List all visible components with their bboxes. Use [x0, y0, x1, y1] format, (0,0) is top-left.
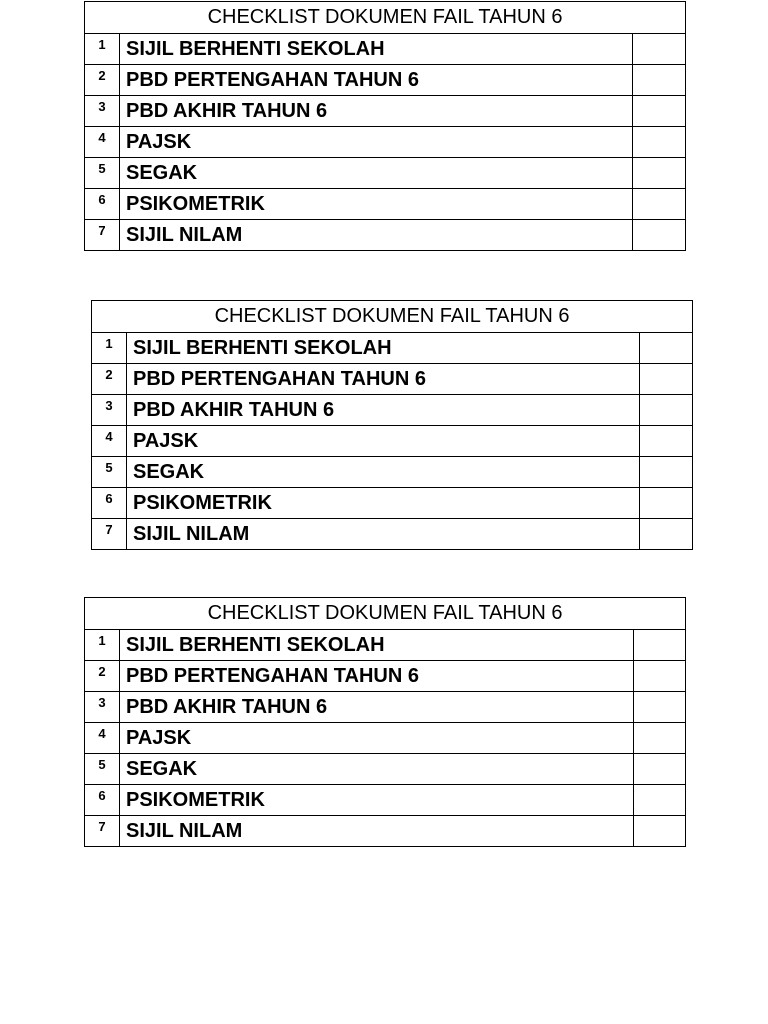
- document-item: PBD AKHIR TAHUN 6: [120, 692, 634, 723]
- check-box-cell[interactable]: [640, 426, 693, 457]
- row-number: 1: [85, 34, 120, 65]
- check-box-cell[interactable]: [634, 754, 686, 785]
- check-box-cell[interactable]: [640, 395, 693, 426]
- table-row: [85, 785, 686, 816]
- check-box-cell[interactable]: [633, 158, 686, 189]
- check-box-cell[interactable]: [633, 34, 686, 65]
- check-box-cell[interactable]: [634, 816, 686, 847]
- row-number: 7: [85, 220, 120, 251]
- check-box-cell[interactable]: [634, 661, 686, 692]
- checklist-table-3: [84, 597, 686, 847]
- table-row: [92, 395, 693, 426]
- document-item: PBD AKHIR TAHUN 6: [127, 395, 640, 426]
- document-item: PSIKOMETRIK: [120, 785, 634, 816]
- table-row: [85, 189, 686, 220]
- row-number: 2: [92, 364, 127, 395]
- document-item: PAJSK: [120, 127, 633, 158]
- table-row: [85, 692, 686, 723]
- table-row: [85, 754, 686, 785]
- check-box-cell[interactable]: [633, 220, 686, 251]
- document-item: PSIKOMETRIK: [120, 189, 633, 220]
- check-box-cell[interactable]: [640, 519, 693, 550]
- check-box-cell[interactable]: [640, 457, 693, 488]
- table-row: [85, 158, 686, 189]
- document-item: SIJIL NILAM: [120, 816, 634, 847]
- document-item: PSIKOMETRIK: [127, 488, 640, 519]
- table-row: [85, 661, 686, 692]
- check-box-cell[interactable]: [633, 189, 686, 220]
- document-item: PBD PERTENGAHAN TAHUN 6: [127, 364, 640, 395]
- document-item: PAJSK: [127, 426, 640, 457]
- row-number: 3: [85, 96, 120, 127]
- checklist-title: CHECKLIST DOKUMEN FAIL TAHUN 6: [85, 2, 686, 34]
- row-number: 5: [85, 754, 120, 785]
- table-row: [92, 457, 693, 488]
- document-item: SIJIL BERHENTI SEKOLAH: [127, 333, 640, 364]
- row-number: 6: [92, 488, 127, 519]
- row-number: 4: [85, 723, 120, 754]
- check-box-cell[interactable]: [640, 364, 693, 395]
- check-box-cell[interactable]: [634, 723, 686, 754]
- document-item: SIJIL NILAM: [120, 220, 633, 251]
- row-number: 2: [85, 661, 120, 692]
- row-number: 6: [85, 189, 120, 220]
- document-item: PAJSK: [120, 723, 634, 754]
- table-row: [92, 488, 693, 519]
- document-item: PBD AKHIR TAHUN 6: [120, 96, 633, 127]
- table-row: [85, 65, 686, 96]
- table-row: [92, 519, 693, 550]
- checklist-header-row: [85, 2, 686, 34]
- table-row: [92, 333, 693, 364]
- row-number: 4: [92, 426, 127, 457]
- row-number: 3: [85, 692, 120, 723]
- table-row: [85, 34, 686, 65]
- document-item: SIJIL BERHENTI SEKOLAH: [120, 630, 634, 661]
- row-number: 2: [85, 65, 120, 96]
- checklist-header-row: [85, 598, 686, 630]
- check-box-cell[interactable]: [633, 96, 686, 127]
- check-box-cell[interactable]: [634, 630, 686, 661]
- table-row: [85, 630, 686, 661]
- row-number: 7: [85, 816, 120, 847]
- check-box-cell[interactable]: [640, 333, 693, 364]
- table-row: [85, 127, 686, 158]
- row-number: 7: [92, 519, 127, 550]
- table-row: [92, 426, 693, 457]
- row-number: 5: [85, 158, 120, 189]
- table-row: [92, 364, 693, 395]
- checklist-table-2: [91, 300, 693, 550]
- row-number: 6: [85, 785, 120, 816]
- table-row: [85, 816, 686, 847]
- document-item: SIJIL BERHENTI SEKOLAH: [120, 34, 633, 65]
- document-item: PBD PERTENGAHAN TAHUN 6: [120, 65, 633, 96]
- document-item: SEGAK: [120, 754, 634, 785]
- document-item: PBD PERTENGAHAN TAHUN 6: [120, 661, 634, 692]
- document-item: SEGAK: [120, 158, 633, 189]
- checklist-title: CHECKLIST DOKUMEN FAIL TAHUN 6: [92, 301, 693, 333]
- table-row: [85, 220, 686, 251]
- check-box-cell[interactable]: [634, 785, 686, 816]
- row-number: 1: [92, 333, 127, 364]
- checklist-table-1: [84, 1, 686, 251]
- checklist-header-row: [92, 301, 693, 333]
- document-item: SIJIL NILAM: [127, 519, 640, 550]
- row-number: 3: [92, 395, 127, 426]
- checklist-title: CHECKLIST DOKUMEN FAIL TAHUN 6: [85, 598, 686, 630]
- row-number: 4: [85, 127, 120, 158]
- check-box-cell[interactable]: [633, 65, 686, 96]
- table-row: [85, 96, 686, 127]
- row-number: 5: [92, 457, 127, 488]
- check-box-cell[interactable]: [640, 488, 693, 519]
- document-item: SEGAK: [127, 457, 640, 488]
- check-box-cell[interactable]: [633, 127, 686, 158]
- table-row: [85, 723, 686, 754]
- row-number: 1: [85, 630, 120, 661]
- check-box-cell[interactable]: [634, 692, 686, 723]
